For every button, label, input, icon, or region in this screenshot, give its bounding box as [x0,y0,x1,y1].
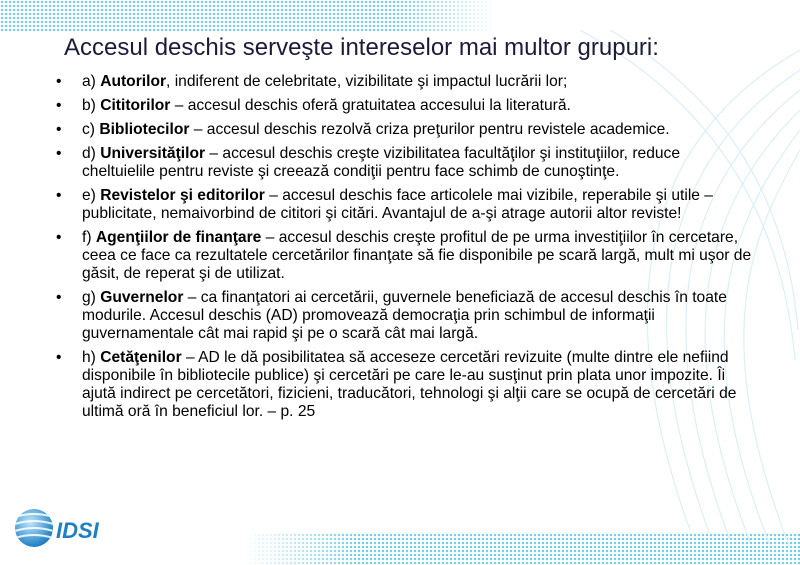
item-keyword: Revistelor şi editorilor [100,187,265,204]
slide-title: Accesul deschis serveşte intereselor mai multor grupuri: [64,34,659,61]
idsi-logo [12,504,117,552]
bullet-marker: • [56,187,62,204]
top-dot-pattern [0,0,495,32]
item-keyword: Bibliotecilor [99,121,190,138]
logo-text: IDSI [56,518,99,543]
item-text: – accesul deschis creşte profitul de pe urma investiţiilor în cercetare, ceea ce face ca rezultatele cercetărilor finanţate să fie disponibile pe scară largă, mult mi uşor de găsit, de reperat şi de utilizat. [82,229,752,282]
item-prefix: e) [82,187,101,204]
item-text: – AD le dă posibilitatea să acceseze cercetări revizuite (multe dintre ele nefiind disponibile în bibliotecile publice) şi cercetări pe care le-au susţinut prin plata unor impozite. Îi ajută indirect pe cercetători, fizicieni, traducători, tehnologi şi alţii care se ocupă de cercetări de ultimă oră în beneficiul lor. – p. 25 [82,349,737,420]
item-text: , indiferent de celebritate, vizibilitate şi impactul lucrării lor; [166,73,568,90]
item-keyword: Guvernelor [100,289,184,306]
item-text: – accesul deschis creşte vizibilitatea facultăţilor şi instituţiilor, reduce cheltuielile pentru reviste şi creează condiţii pentru face schimb de cunoştinţe. [82,145,681,180]
item-text: – accesul deschis oferă gratuitatea accesului la literatură. [170,97,571,114]
bullet-marker: • [56,289,62,306]
item-keyword: Cetăţenilor [100,349,182,366]
item-keyword: Cititorilor [100,97,171,114]
bullet-marker: • [56,97,62,114]
item-prefix: d) [82,145,101,162]
item-keyword: Universităţilor [100,145,206,162]
item-prefix: a) [82,73,101,90]
bullet-marker: • [56,349,62,366]
bullet-marker: • [56,229,62,246]
item-text: – accesul deschis face articolele mai vizibile, reperabile şi utile – publicitate, nemaivorbind de cititori şi citări. Avantajul de a-şi atrage autorii altor reviste! [82,187,713,222]
list-item [56,121,756,139]
item-prefix: c) [82,121,100,138]
item-text: – ca finanţatori ai cercetării, guvernele beneficiază de accesul deschis în toate modurile. Accesul deschis (AD) promovează democraţia prin schimbul de informaţii guvernamentale cât mai rapid şi pe o scară cât mai largă. [82,289,727,342]
item-prefix: h) [82,349,101,366]
item-prefix: g) [82,289,101,306]
list-item [56,73,756,91]
list-item [56,145,756,181]
list-item [56,187,756,223]
bullet-list [56,73,756,427]
item-prefix: f) [82,229,96,246]
item-text: – accesul deschis rezolvă criza preţurilor pentru revistele academice. [189,121,670,138]
item-keyword: Agenţiilor de finanţare [95,229,262,246]
item-keyword: Autorilor [100,73,167,90]
list-item [56,289,756,343]
item-prefix: b) [82,97,101,114]
list-item [56,229,756,283]
bullet-marker: • [56,145,62,162]
bullet-marker: • [56,121,62,138]
list-item [56,349,756,421]
bullet-marker: • [56,73,62,90]
list-item [56,97,756,115]
